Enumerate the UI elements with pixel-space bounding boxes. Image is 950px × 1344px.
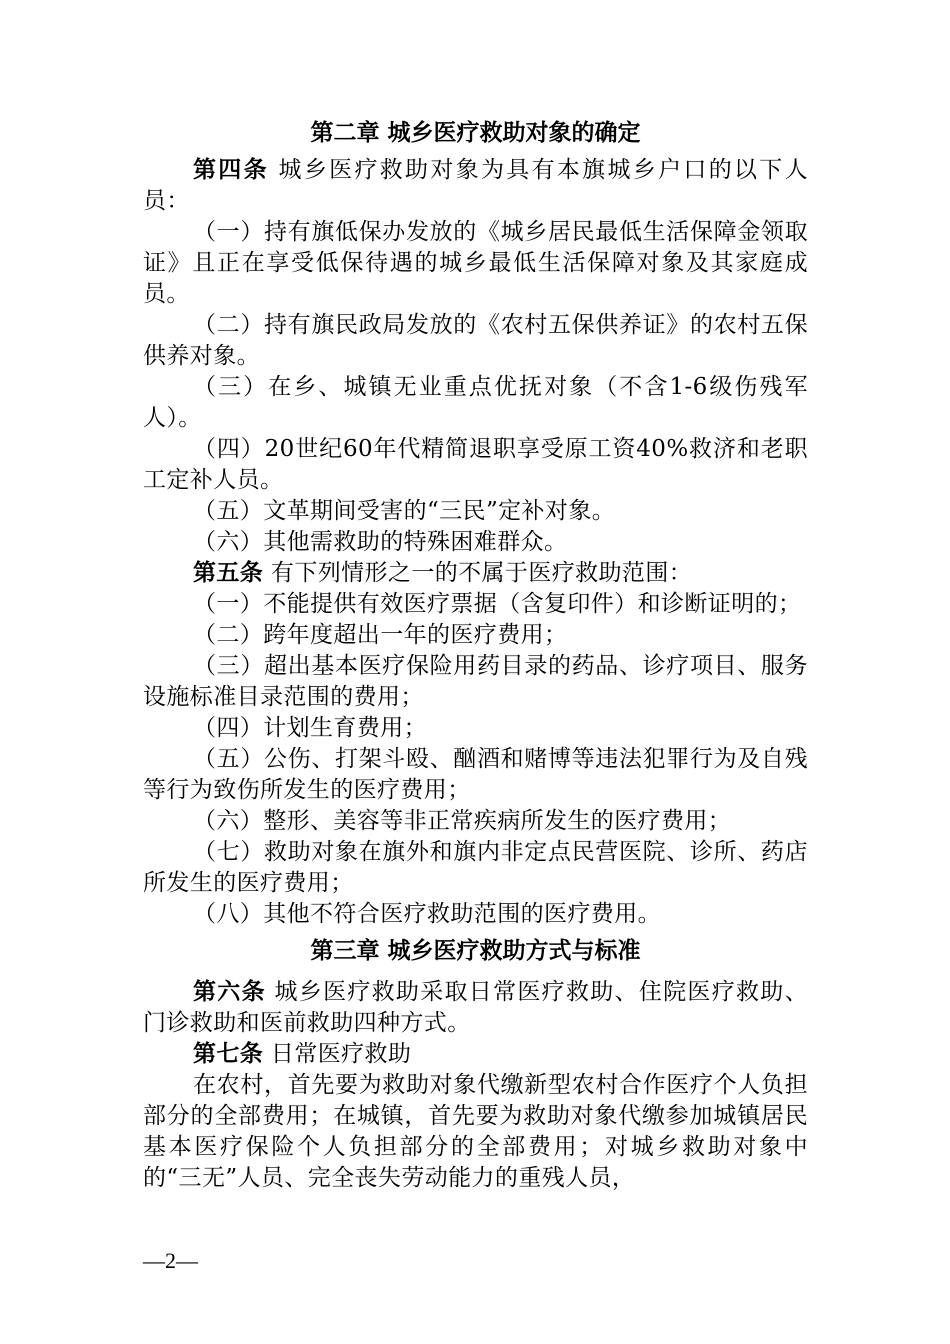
page-number: —2—	[143, 1248, 198, 1273]
article-6-label: 第六条	[193, 979, 266, 1005]
article-7-label: 第七条	[193, 1041, 264, 1067]
article-4-item-3: （三）在乡、城镇无业重点优抚对象（不含1-6级伤残军人）。	[143, 374, 808, 431]
page-content	[143, 118, 808, 1194]
article-7	[143, 1039, 808, 1070]
chapter-3-heading: 第三章 城乡医疗救助方式与标准	[310, 938, 641, 964]
article-6-text: 城乡医疗救助采取日常医疗救助、住院医疗救助、门诊救助和医前救助四种方式。	[143, 979, 808, 1036]
article-5-item-7: （七）救助对象在旗外和旗内非定点民营医院、诊所、药店所发生的医疗费用；	[143, 839, 808, 896]
article-5-item-6: （六）整形、美容等非正常疾病所发生的医疗费用；	[193, 808, 732, 834]
article-4-text: 城乡医疗救助对象为具有本旗城乡户口的以下人员：	[143, 157, 809, 214]
article-5-item-2: （二）跨年度超出一年的医疗费用；	[193, 622, 568, 648]
article-5-item-3: （三）超出基本医疗保险用药目录的药品、诊疗项目、服务设施标准目录范围的费用；	[143, 653, 808, 710]
article-4-item-2: （二）持有旗民政局发放的《农村五保供养证》的农村五保供养对象。	[143, 312, 808, 369]
article-6	[143, 977, 808, 1039]
article-5-item-8: （八）其他不符合医疗救助范围的医疗费用。	[193, 901, 661, 927]
article-4-item-4: （四）20世纪60年代精简退职享受原工资40%救济和老职工定补人员。	[143, 436, 808, 493]
article-4-item-1: （一）持有旗低保办发放的《城乡居民最低生活保障金领取证》且正在享受低保待遇的城乡最低生活保障对象及其家庭成员。	[143, 219, 808, 307]
article-5-item-5: （五）公伤、打架斗殴、酗酒和赌博等违法犯罪行为及自残等行为致伤所发生的医疗费用；	[143, 746, 808, 803]
article-5-item-4: （四）计划生育费用；	[193, 715, 427, 741]
article-7-text: 日常医疗救助	[270, 1041, 412, 1067]
article-5-label: 第五条	[193, 560, 264, 586]
article-5-text: 有下列情形之一的不属于医疗救助范围：	[270, 560, 693, 586]
chapter-2-heading: 第二章 城乡医疗救助对象的确定	[310, 120, 641, 146]
article-5	[143, 558, 808, 589]
article-4-label: 第四条	[193, 157, 269, 183]
article-4-item-6: （六）其他需救助的特殊困难群众。	[193, 529, 568, 555]
article-4	[143, 155, 808, 217]
article-4-item-5: （五）文革期间受害的“三民”定补对象。	[193, 498, 616, 524]
article-5-item-1: （一）不能提供有效医疗票据（含复印件）和诊断证明的；	[193, 591, 802, 617]
article-7-body: 在农村，首先要为救助对象代缴新型农村合作医疗个人负担部分的全部费用；在城镇，首先要为救助对象代缴参加城镇居民基本医疗保险个人负担部分的全部费用；对城乡救助对象中的“三无”人员、完全丧失劳动能力的重残人员，	[143, 1072, 808, 1191]
